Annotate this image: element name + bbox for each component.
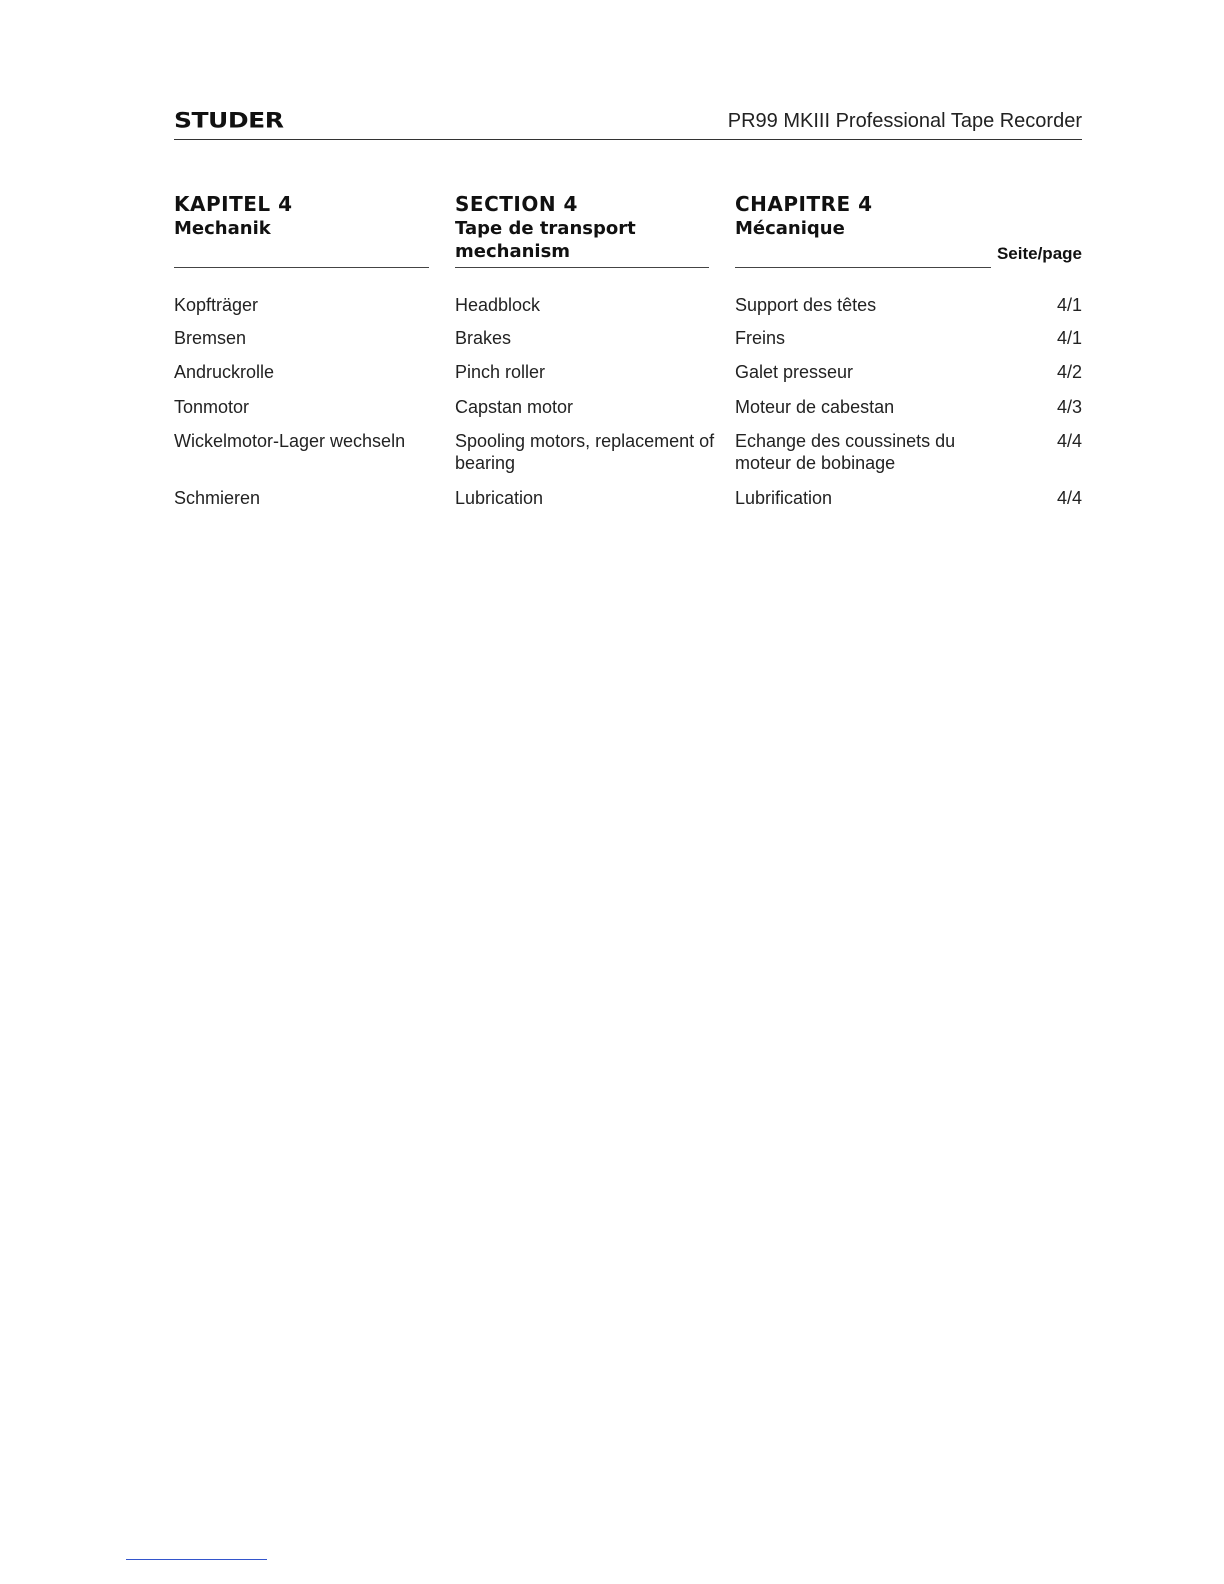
toc-page-number: 4/1 [1056, 328, 1082, 348]
page-column-header: Seite/page [996, 244, 1082, 263]
column-divider-german [174, 267, 429, 268]
toc-entry-french: Echange des coussinets du moteur de bobinage [735, 431, 956, 473]
column-divider-french [735, 267, 991, 268]
toc-entry-german: Bremsen [174, 328, 247, 348]
column-divider-english [455, 267, 709, 268]
chapter-subtitle-english: Tape de transport mechanism [455, 218, 636, 262]
toc-entry-english: Brakes [455, 328, 512, 348]
chapter-title-german: KAPITEL 4 [174, 192, 293, 216]
header-divider [174, 139, 1082, 140]
toc-page-number: 4/2 [1056, 362, 1082, 382]
toc-entry-english: Lubrication [455, 488, 544, 508]
document-title: PR99 MKIII Professional Tape Recorder [727, 110, 1082, 132]
chapter-title-french: CHAPITRE 4 [735, 192, 873, 216]
toc-page-number: 4/4 [1056, 488, 1082, 508]
toc-entry-french: Lubrification [735, 488, 833, 508]
toc-entry-german: Andruckrolle [174, 362, 275, 382]
column-header-french [735, 192, 991, 240]
chapter-title-english: SECTION 4 [455, 192, 578, 216]
toc-entry-english: Capstan motor [455, 397, 574, 417]
toc-entry-french: Galet presseur [735, 362, 854, 382]
column-header-english [455, 192, 695, 263]
toc-page-number: 4/4 [1056, 431, 1082, 451]
chapter-subtitle-french: Mécanique [735, 218, 845, 239]
chapter-subtitle-german: Mechanik [174, 218, 271, 239]
toc-entry-german: Kopfträger [174, 295, 259, 315]
toc-entry-english: Pinch roller [455, 362, 546, 382]
toc-page-number: 4/3 [1056, 397, 1082, 417]
footer-link-underline [126, 1559, 267, 1560]
toc-entry-german: Schmieren [174, 488, 261, 508]
toc-entry-english: Spooling motors, replacement of bearing [455, 431, 715, 473]
toc-entry-german: Tonmotor [174, 397, 250, 417]
toc-entry-french: Moteur de cabestan [735, 397, 895, 417]
toc-entry-german: Wickelmotor-Lager wechseln [174, 431, 406, 451]
studer-logo: STUDER [174, 108, 284, 133]
toc-entry-french: Support des têtes [735, 295, 877, 315]
toc-page-number: 4/1 [1056, 295, 1082, 315]
toc-entry-french: Freins [735, 328, 786, 348]
column-header-german [174, 192, 430, 240]
toc-entry-english: Headblock [455, 295, 541, 315]
